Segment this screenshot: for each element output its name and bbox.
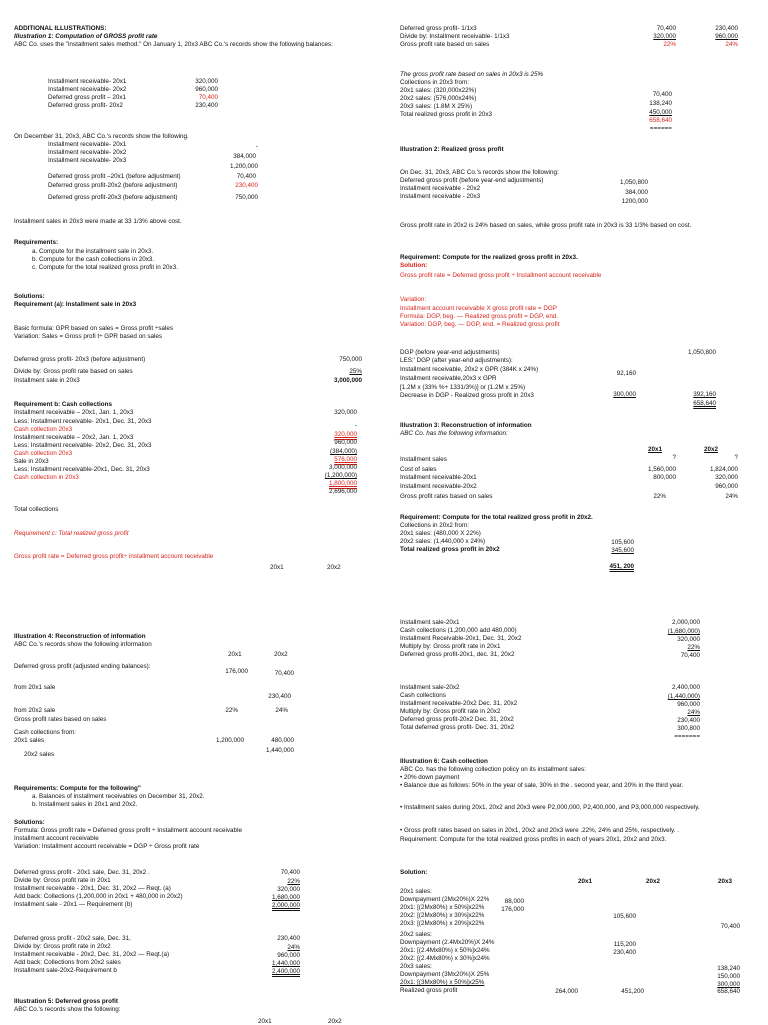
ill2-formula: Gross profit rate = Deferred gross profit ÷ Installment account receivable — [400, 272, 602, 279]
illustration-6-title: Illustration 6: Cash collection — [400, 758, 488, 765]
ill5-calc2-value: 2,400,000 — [671, 684, 700, 691]
collection-value: 70,400 — [652, 91, 672, 98]
gpr-v2: 24% — [275, 707, 288, 714]
ill3-collection-label: 20x1 sales: (480,000 X 22%) — [400, 530, 481, 537]
collections-from: Collections in 20x3 from: — [400, 79, 469, 86]
top-right-column — [384, 0, 768, 593]
calc-label: DGP (before year-end adjustments) — [400, 349, 500, 356]
double-rule: ====== — [649, 125, 672, 132]
calc1-value: 70,400 — [280, 869, 300, 876]
ill3-collection-label: 20x2 sales: (1,440,000 x 24%) — [400, 538, 486, 545]
ill5-calc2-label: Multiply by: Gross profit rate in 20x2 — [400, 708, 501, 715]
ill4-solutions: Solutions: — [14, 819, 45, 826]
ill6-row-b: 451,200 — [621, 988, 644, 995]
equals-rule: ======= — [674, 733, 700, 740]
ill6-column-header: 20x3 — [718, 878, 733, 885]
rate-label: Deferred gross profit- 1/1x3 — [400, 25, 477, 32]
balance-value: 230,400 — [195, 102, 218, 109]
column-header-20x1: 20x1 — [270, 564, 284, 571]
illustration-4-title: Illustration 4: Reconstruction of information — [14, 633, 146, 640]
ill3-v2: ? — [734, 454, 738, 461]
ill5-calc1-value: 320,000 — [677, 636, 700, 643]
ill4-formula-2: Installment account receivable — [14, 835, 99, 842]
dec-row-value: 230,400 — [235, 182, 258, 189]
ill5-calc2-label: Installment sale-20x2 — [400, 684, 460, 691]
ill2-row-value: 1200,000 — [621, 198, 648, 205]
gpr-label: Gross profit rates based on sales — [14, 716, 107, 723]
ill5-column-header: 20x2 — [328, 1018, 342, 1025]
ill3-collections: Collections in 20x2 from: — [400, 522, 469, 529]
collection-label: Less: Installment receivable- 20x1, Dec. 31, 20x3 — [14, 418, 152, 425]
sales-20x2-label: 20x2 sales — [24, 751, 55, 758]
dgp-v2: 70,400 — [274, 670, 294, 677]
ill6-row-label: Downpayment (2.4Mx20%)X 24% — [400, 939, 495, 946]
calc1-value: 1,680,000 — [271, 894, 300, 901]
rate-value-20x2: 24% — [725, 41, 738, 48]
ill5-calc2-value: 230,400 — [677, 717, 700, 724]
ill6-row-a: 264,000 — [555, 988, 578, 995]
ill2-row-label: Deferred gross profit (before year-end adjustments) — [400, 177, 544, 184]
sales-20x1-label: 20x1 sales — [14, 737, 45, 744]
calc-mid-value: 92,160 — [616, 370, 636, 377]
calc2-label: Add back: Collections from 20x2 sales — [14, 959, 121, 966]
requirements-title: Requirements: — [14, 239, 59, 246]
ill3-collection-value: 105,600 — [611, 539, 634, 546]
requirement-item: a. Compute for the installment sale in 20x3. — [32, 248, 154, 255]
collection-label: 20x3 sales: (1.8M X 25%) — [400, 103, 473, 110]
calc1-label: Installment sale - 20x1 — Requirement (b) — [14, 901, 133, 908]
calc-label: LES:' DGP (after year-end adjustments): — [400, 357, 513, 364]
collection-value: - — [354, 422, 357, 429]
ill3-v2: 960,000 — [715, 483, 738, 490]
ill6-row-b: 115,200 — [613, 941, 636, 948]
ill6-row-label: 20x3: [(2Mx80%) x 20%]x22% — [400, 920, 485, 927]
ill3-v1: 1,560,000 — [647, 466, 676, 473]
policy-bullet: • Balance due as follows: 50% in the year of sale, 30% in the . second year, and 20% in the third year. — [400, 782, 684, 789]
collection-value: 320,000 — [334, 409, 357, 416]
ill6-row-label: 20x2: [(2.4Mx80%) x 30%]x24% — [400, 955, 490, 962]
calc2-value: 2,400,000 — [271, 968, 300, 975]
from-20x2-value: 230,400 — [268, 693, 291, 700]
collection-value: 2,696,000 — [328, 488, 357, 495]
collection-value: 1,800,000 — [328, 480, 357, 487]
calc1-label: Divide by: Gross profit rate in 20x1 — [14, 877, 111, 884]
ill5-column-header: 20x1 — [258, 1018, 272, 1025]
ill5-calc2-label: Installment receivable-20x2 Dec. 31, 20x2 — [400, 700, 518, 707]
ill6-solution: Solution: — [400, 869, 428, 876]
balance-label: Deferred gross profit – 20x1 — [48, 94, 127, 101]
variation-line: Formula: DGP, beg. — Realized gross profit = DGP, end. — [400, 313, 559, 320]
dgp-label: Deferred gross profit- 20x3 (before adjustment) — [14, 356, 146, 363]
ill5-calc1-label: Multiply by: Gross profit rate in 20x1 — [400, 643, 501, 650]
gpr-formula: Gross profit rate = Deferred gross profit÷ installment account receivable — [14, 553, 214, 560]
illustration-2-intro: On Dec. 31, 20x3, ABC Co.'s records show the following: — [400, 169, 559, 176]
collection-label: Total collections — [14, 506, 59, 513]
rate-value-20x1: 320,000 — [653, 33, 676, 40]
illustration-2-title: Illustration 2: Realized gross profit — [400, 146, 504, 153]
variation-line: Installment account receivable X gross profit rate = DGP — [400, 305, 557, 312]
calc2-value: 1,440,000 — [271, 960, 300, 967]
dec-row-value: 750,000 — [235, 194, 258, 201]
ill6-row-label: 20x1: [(2.4Mx80%) x 50%]x24% — [400, 947, 490, 954]
dec-row-label: Deferred gross profit –20x1 (before adjustment) — [48, 173, 181, 180]
rate-value-20x2: 230,400 — [715, 25, 738, 32]
ill5-calc2-label: Cash collections — [400, 692, 446, 699]
calc1-label: Add back: Collections (1,200,000 in 20x1 + 480,000 in 20x2) — [14, 893, 183, 900]
requirement-item: b. Compute for the cash collections in 20x3. — [32, 256, 155, 263]
page-divider — [0, 593, 768, 607]
dgp-value: 750,000 — [339, 356, 362, 363]
bottom-right-column — [384, 607, 768, 1024]
ill5-calc2-label: Deferred gross profit-20x2 Dec. 31, 20x2 — [400, 716, 514, 723]
ill3-requirement: Requirement: Compute for the total realized gross profit in 20x2. — [400, 514, 593, 521]
ill6-row-label: 20x3 sales: — [400, 963, 432, 970]
calc1-value: 320,000 — [277, 886, 300, 893]
illustration-5-intro: ABC Co.'s records show the following: — [14, 1006, 121, 1013]
sales-20x1-v2: 480,000 — [271, 737, 294, 744]
ill4-formula: Formula: Gross profit rate = Deferred gross profit ÷ Installment account receivable — [14, 827, 242, 834]
ill6-requirement: Requirement: Compute for the total realized gross profits in each of years 20x1, 20x2 and 20x3. — [400, 836, 667, 843]
collection-label: Cash collection in 20x3 — [14, 474, 79, 481]
ill5-calc1-value: 2,000,000 — [671, 619, 700, 626]
collection-label: Total realized gross profit in 20x3 — [400, 111, 493, 118]
ill5-calc2-value: 960,000 — [677, 701, 700, 708]
collection-value: 3,000,000 — [328, 464, 357, 471]
ill3-collection-value: 345,600 — [611, 547, 634, 554]
balance-value: 70,400 — [198, 94, 218, 101]
ill2-row-label: Installment receivable - 20x2 — [400, 185, 481, 192]
dec-row-value: 1,200,000 — [229, 163, 258, 170]
calc1-value: 22% — [287, 878, 300, 885]
calc2-label: Installment sale-20x2-Requirement b — [14, 967, 117, 974]
ill3-row-label: Installment sales — [400, 456, 447, 463]
rate-value-20x1: 70,400 — [656, 25, 676, 32]
collection-label: Installment receivable – 20x2, Jan. 1, 20x3 — [14, 434, 134, 441]
ill6-row-c: 138,240 — [717, 965, 740, 972]
collection-value: 138,240 — [649, 100, 672, 107]
ill6-row-label: 20x1 sales: — [400, 888, 432, 895]
collection-label: Less: Installment receivable- 20x2, Dec. 31, 20x3 — [14, 442, 152, 449]
ill2-row-value: 384,000 — [625, 189, 648, 196]
collection-label: 20x1 sales: (320,000x22%) — [400, 87, 477, 94]
ill6-row-b: 230,400 — [613, 949, 636, 956]
calc1-value: 2,000,000 — [271, 902, 300, 909]
calc2-value: 960,000 — [277, 952, 300, 959]
ill5-calc1-value: 22% — [687, 644, 700, 651]
rate-value-20x2: 960,000 — [715, 33, 738, 40]
illustration-4-intro: ABC Co.'s records show the following information — [14, 641, 152, 648]
calc-value: 392,160 — [693, 391, 716, 398]
collection-label: Sale in 20x3 — [14, 458, 49, 465]
illustration-3-intro: ABC Co. has the following information: — [400, 430, 508, 437]
calc1-label: Installment receivable - 20x1, Dec. 31, 20x2 — Reqt. (a) — [14, 885, 171, 892]
calc-value: 658,640 — [693, 400, 716, 407]
sales-20x1-v1: 1,200,000 — [215, 737, 244, 744]
balance-value: 320,000 — [195, 78, 218, 85]
ill3-v1: ? — [672, 454, 676, 461]
illustration-1-title: Illustration 1: Computation of GROSS profit rate — [14, 33, 158, 40]
rate-label: Divide by: Installment receivable- 1/1x3 — [400, 33, 510, 40]
ill6-row-c: 150,000 — [717, 973, 740, 980]
dgp-label: Deferred gross profit (adjusted ending balances): — [14, 663, 151, 670]
markup-note: Installment sales in 20x3 were made at 33 1/3% above cost. — [14, 218, 182, 225]
top-left-column — [0, 0, 384, 593]
dec-row-label: Installment receivable- 20x2 — [48, 149, 127, 156]
ill6-row-c: 70,400 — [720, 923, 740, 930]
solutions-title: Solutions: — [14, 293, 45, 300]
ill2-solution: Solution: — [400, 262, 428, 269]
illustration-6-intro: ABC Co. has the following collection policy on its installment sales: — [400, 766, 586, 773]
policy-bullet: • Installment sales during 20x1, 20x2 and 20x3 were P2,000,000, P2,400,000, and P3,000,000 respectively. — [400, 804, 700, 811]
rate-value-20x1: 22% — [663, 41, 676, 48]
sale-value: 3,000,000 — [333, 377, 362, 384]
collection-value: 576,000 — [334, 456, 357, 463]
policy-bullet: • Gross profit rates based on sales in 20x1, 20x2 and 20x3 were .22%, 24% and 25%, respectively. . — [400, 827, 679, 834]
calc-label: Installment receivable,20x3 x GPR — [400, 375, 497, 382]
balance-label: Deferred gross profit- 20x2 — [48, 102, 123, 109]
ill6-row-label: 20x2: [(2Mx80%) x 30%]x22% — [400, 912, 485, 919]
ill3-column-header: 20x2 — [704, 446, 719, 453]
collection-value: (1,200,000) — [324, 472, 357, 479]
illustration-1-intro: ABC Co. uses the "installment sales method." On January 1, 20x3 ABC Co.'s records show the following balances: — [14, 41, 333, 48]
calc-label: Installment receivable, 20x2 x GPR (384K x 24%) — [400, 366, 539, 373]
ill6-row-label: Downpayment (3Mx20%)X 25% — [400, 971, 490, 978]
ill6-row-a: 176,000 — [501, 906, 524, 913]
from-20x2-label: from 20x2 sale — [14, 707, 56, 714]
dec-row-label: Installment receivable- 20x3 — [48, 157, 127, 164]
column-header: 20x2 — [274, 651, 288, 658]
ill5-calc1-label: Installment sale-20x1 — [400, 619, 460, 626]
ill3-collection-value: 451, 200 — [609, 563, 634, 570]
cash-from-label: Cash collections from: — [14, 729, 76, 736]
collection-value: (384,000) — [330, 448, 357, 455]
ill3-row-label: Cost of sales — [400, 466, 437, 473]
variation-formula: Variation: Sales = Gross profi t÷ GPR based on sales — [14, 333, 163, 340]
ill4-requirement-item: b. Installment sales in 20x1 and 20x2. — [32, 801, 138, 808]
illustration-3-title: Illustration 3: Reconstruction of information — [400, 422, 532, 429]
ill6-row-a: 88,000 — [504, 898, 524, 905]
ill4-requirement-item: a. Balances of installment receivables on December 31, 20x2. — [32, 793, 205, 800]
calc-value: 1,050,800 — [687, 349, 716, 356]
ill5-calc1-label: Installment Receivable-20x1, Dec. 31, 20x2 — [400, 635, 522, 642]
illustration-5-title: Illustration 5: Deferred gross profit — [14, 998, 118, 1005]
ill3-row-label: Installment receivable-20x2 — [400, 483, 477, 490]
dec-row-value: - — [255, 143, 258, 150]
calc-label: [1.2M x (33% %+ 1331/3%)] or (1.2M x 25%) — [400, 384, 526, 391]
collection-value: 450,000 — [649, 109, 672, 116]
divide-label: Divide by: Gross profit rate based on sales — [14, 368, 133, 375]
ill6-row-c: 300,000 — [717, 981, 740, 988]
ill4-requirements-title: Requirements: Compute for the following" — [14, 785, 141, 792]
ill5-calc2-value: 300,800 — [677, 725, 700, 732]
dec-row-label: Installment receivable- 20x1 — [48, 141, 127, 148]
ill5-calc1-value: 70,400 — [680, 652, 700, 659]
ill2-row-value: 1,050,800 — [619, 179, 648, 186]
collection-label: Cash collection 20x3 — [14, 426, 73, 433]
rate-note: The gross profit rate based on sales in 20x3 is 25% — [400, 71, 544, 78]
variation-line: Variation: DGP, beg. — DGP, end. = Realized gross profit — [400, 321, 560, 328]
ill5-calc2-value: (1,440,000) — [667, 693, 700, 700]
ill3-column-header: 20x1 — [648, 446, 663, 453]
policy-bullet: • 20% down payment — [400, 774, 460, 781]
ill6-row-label: 20x1: [(3Mx80%) x 50%]x25% — [400, 979, 485, 986]
balance-label: Installment receivable- 20x2 — [48, 86, 127, 93]
ill6-row-label: 20x2 sales: — [400, 931, 432, 938]
ill3-v2: 24% — [725, 493, 738, 500]
calc2-value: 230,400 — [277, 935, 300, 942]
requirement-a-title: Requirement (a): Installment sale in 20x3 — [14, 301, 137, 308]
ill3-row-label: Installment receivable-20x1 — [400, 474, 477, 481]
ill3-collection-label: Total realized gross profit in 20x2 — [400, 546, 500, 553]
collection-label: Less: Installment receivable-20x1, Dec. 31, 20x3 — [14, 466, 150, 473]
basic-formula: Basic formula: GPR based on sales = Gross profit ÷sales — [14, 325, 174, 332]
dec-row-value: 70,400 — [236, 173, 256, 180]
calc2-label: Installment receivable - 20x2, Dec. 31, 20x2 — Reqt.(a) — [14, 951, 170, 958]
ill3-v1: 22% — [653, 493, 666, 500]
rate-label: Gross profit rate based on sales — [400, 41, 490, 48]
ill5-calc2-label: Total deferred gross profit- Dec. 31, 20x2 — [400, 724, 515, 731]
ill3-row-label: Gross profit rates based on sales — [400, 493, 493, 500]
ill2-rate-note: Gross profit rate in 20x2 is 24% based on sales, while gross profit rate in 20x3 is 33 1/3% based on cost. — [400, 222, 692, 229]
ill2-row-label: Installment receivable - 20x3 — [400, 193, 481, 200]
ill4-variation: Variation: Installment account receivable = DGP ÷ Gross profit rate — [14, 843, 200, 850]
column-header: 20x1 — [228, 651, 242, 658]
ill5-calc1-label: Cash collections (1,200,000 add 480,000) — [400, 627, 517, 634]
collection-value: 960,000 — [334, 439, 357, 446]
sale-label: Installment sale in 20x3 — [14, 377, 80, 384]
dec-row-label: Deferred gross profit-20x3 (before adjustment) — [48, 194, 178, 201]
variation-title: Variation: — [400, 296, 427, 303]
ill6-column-header: 20x1 — [578, 878, 593, 885]
ill6-row-label: Realized gross profit — [400, 987, 458, 994]
calc-label: Decrease in DGP - Realized gross profit in 20x3 — [400, 392, 534, 399]
document-heading: ADDITIONAL ILLUSTRATIONS: — [14, 25, 107, 32]
ill6-row-c: 658,640 — [717, 988, 740, 995]
dgp-v1: 176,000 — [225, 668, 248, 675]
ill3-v1: 800,000 — [653, 474, 676, 481]
balance-label: Installment receivable- 20x1 — [48, 78, 127, 85]
requirement-b-title: Requirement b: Cash collections — [14, 401, 112, 408]
ill2-requirement: Requirement: Compute for the realized gross profit in 20x3. — [400, 254, 578, 261]
divide-value: 25% — [349, 368, 362, 375]
ill5-calc1-value: (1,680,000) — [667, 628, 700, 635]
requirement-item: c. Compute for the total realized gross profit in 20x3. — [32, 264, 178, 271]
collection-value: 658,640 — [649, 117, 672, 124]
column-header-20x2: 20x2 — [327, 564, 341, 571]
dec-row-value: 384,000 — [233, 153, 256, 160]
dec-row-label: Deferred gross profit-20x2 (before adjustment) — [48, 182, 178, 189]
requirement-c-title: Requirement c: Total realized gross profit — [14, 530, 129, 537]
balance-value: 960,000 — [195, 86, 218, 93]
ill6-row-label: Downpayment (2Mx20%)X 22% — [400, 896, 490, 903]
calc2-label: Deferred gross profit - 20x2 sale, Dec. 31, — [14, 935, 131, 942]
ill5-calc1-label: Deferred gross profit-20x1, dec. 31, 20x2 — [400, 651, 515, 658]
sales-20x2-v2: 1,440,000 — [265, 747, 294, 754]
calc1-label: Deferred gross profit - 20x1 sale, Dec. 31, 20x2 . — [14, 869, 150, 876]
ill5-calc2-value: 24% — [687, 709, 700, 716]
ill3-v2: 320,000 — [715, 474, 738, 481]
calc-mid-value: 300,000 — [613, 391, 636, 398]
collection-label: 20x2 sales: (576,000x24%) — [400, 95, 477, 102]
ill6-column-header: 20x2 — [646, 878, 661, 885]
collection-label: Installment receivable – 20x1, Jan. 1, 20x3 — [14, 409, 134, 416]
bottom-left-column — [0, 607, 384, 1024]
december-intro: On December 31, 20x3, ABC Co.'s records show the following. — [14, 133, 189, 140]
ill6-row-label: 20x1: [(2Mx80%) x 50%]x22% — [400, 904, 485, 911]
collection-label: Cash collection 20x3 — [14, 450, 73, 457]
calc2-value: 24% — [287, 944, 300, 951]
ill6-row-b: 105,600 — [613, 913, 636, 920]
calc2-label: Divide by: Gross profit rate in 20x2 — [14, 943, 111, 950]
gpr-v1: 22% — [225, 707, 238, 714]
ill3-v2: 1,824,000 — [709, 466, 738, 473]
collection-value: 320,000 — [334, 431, 357, 438]
from-20x1-label: from 20x1 sale — [14, 684, 56, 691]
